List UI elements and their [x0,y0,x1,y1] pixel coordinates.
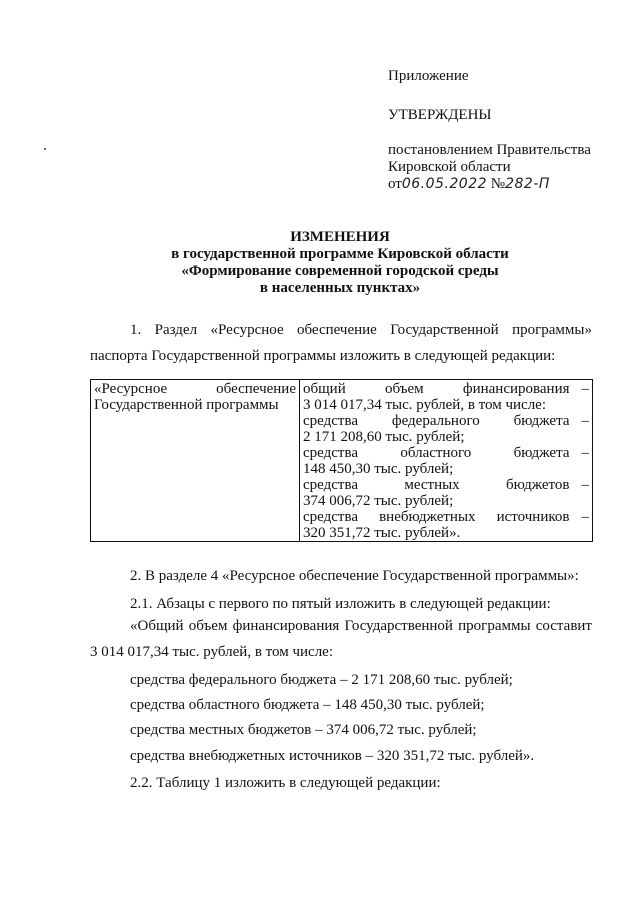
resource-table-right-cell [300,380,593,542]
paragraph-6: средства областного бюджета – 148 450,30 тыс. рублей; [130,697,485,713]
funding-word: средства [303,413,359,429]
funding-word: бюджета [513,445,570,461]
funding-amount: 320 351,72 тыс. рублей». [303,525,461,541]
funding-dash: – [581,509,589,525]
funding-word: объем [384,381,424,397]
decree-line-1: постановлением Правительства [388,142,591,158]
paragraph-9: 2.2. Таблицу 1 изложить в следующей редакции: [130,775,441,791]
funding-row [303,509,589,541]
funding-word: средства [303,445,359,461]
left-cell-line-2: Государственной программы [94,397,279,413]
funding-word: средства [303,477,359,493]
left-cell-word-2: обеспечение [216,381,296,397]
handwritten-date: 06.05.2022 [401,176,488,192]
number-sign: № [490,176,506,192]
funding-amount: 2 171 208,60 тыс. рублей; [303,429,465,445]
funding-row [303,413,589,445]
funding-word: федерального [391,413,480,429]
paragraph-4 [90,618,592,661]
approval-block [388,68,628,193]
funding-amount: 374 006,72 тыс. рублей; [303,493,454,509]
funding-amount: 148 450,30 тыс. рублей; [303,461,454,477]
heading-line-4: в населенных пунктах» [259,280,421,296]
decree-date-line [388,176,628,193]
heading-title: ИЗМЕНЕНИЯ [290,229,390,245]
funding-dash: – [581,445,589,461]
funding-row [303,381,589,413]
appendix-label: Приложение [388,68,469,84]
funding-row [303,477,589,509]
funding-word: финансирования [462,381,570,397]
paragraph-3: 2.1. Абзацы с первого по пятый изложить в следующей редакции: [130,596,551,612]
funding-word: местных [404,477,460,493]
paragraph-4-line-2: 3 014 017,34 тыс. рублей, в том числе: [90,644,334,660]
approved-label: УТВЕРЖДЕНЫ [388,107,492,123]
document-heading [90,229,590,297]
paragraph-8: средства внебюджетных источников – 320 351,72 тыс. рублей». [130,748,535,764]
paragraph-5: средства федерального бюджета – 2 171 208,60 тыс. рублей; [130,672,513,688]
heading-line-3: «Формирование современной городской среды [181,263,499,279]
funding-dash: – [581,413,589,429]
paragraph-1-line-1: 1. Раздел «Ресурсное обеспечение Государственной программы» [130,322,592,338]
paragraph-1 [90,322,592,365]
funding-word: внебюджетных [379,509,476,525]
paragraph-4-line-1: «Общий объем финансирования Государственной программы составит [130,618,592,634]
funding-word: бюджета [513,413,570,429]
left-cell-word-1: «Ресурсное [94,381,168,397]
funding-word: средства [303,509,359,525]
funding-dash: – [581,381,589,397]
decree-line-2: Кировской области [388,159,511,175]
funding-row [303,445,589,477]
funding-word: источников [496,509,570,525]
funding-word: областного [400,445,472,461]
funding-word: бюджетов [506,477,570,493]
paragraph-2: 2. В разделе 4 «Ресурсное обеспечение Государственной программы»: [130,568,579,584]
resource-table-left-cell [91,380,300,542]
paragraph-7: средства местных бюджетов – 374 006,72 тыс. рублей; [130,722,477,738]
resource-table [90,379,593,542]
date-prefix: от [388,176,402,192]
heading-line-2: в государственной программе Кировской области [171,246,509,262]
funding-word: общий [303,381,346,397]
paragraph-1-line-2: паспорта Государственной программы изложить в следующей редакции: [90,348,556,364]
handwritten-number: 282-П [505,176,550,192]
funding-dash: – [581,477,589,493]
stray-dot-mark [44,148,46,150]
funding-amount: 3 014 017,34 тыс. рублей, в том числе: [303,397,547,413]
